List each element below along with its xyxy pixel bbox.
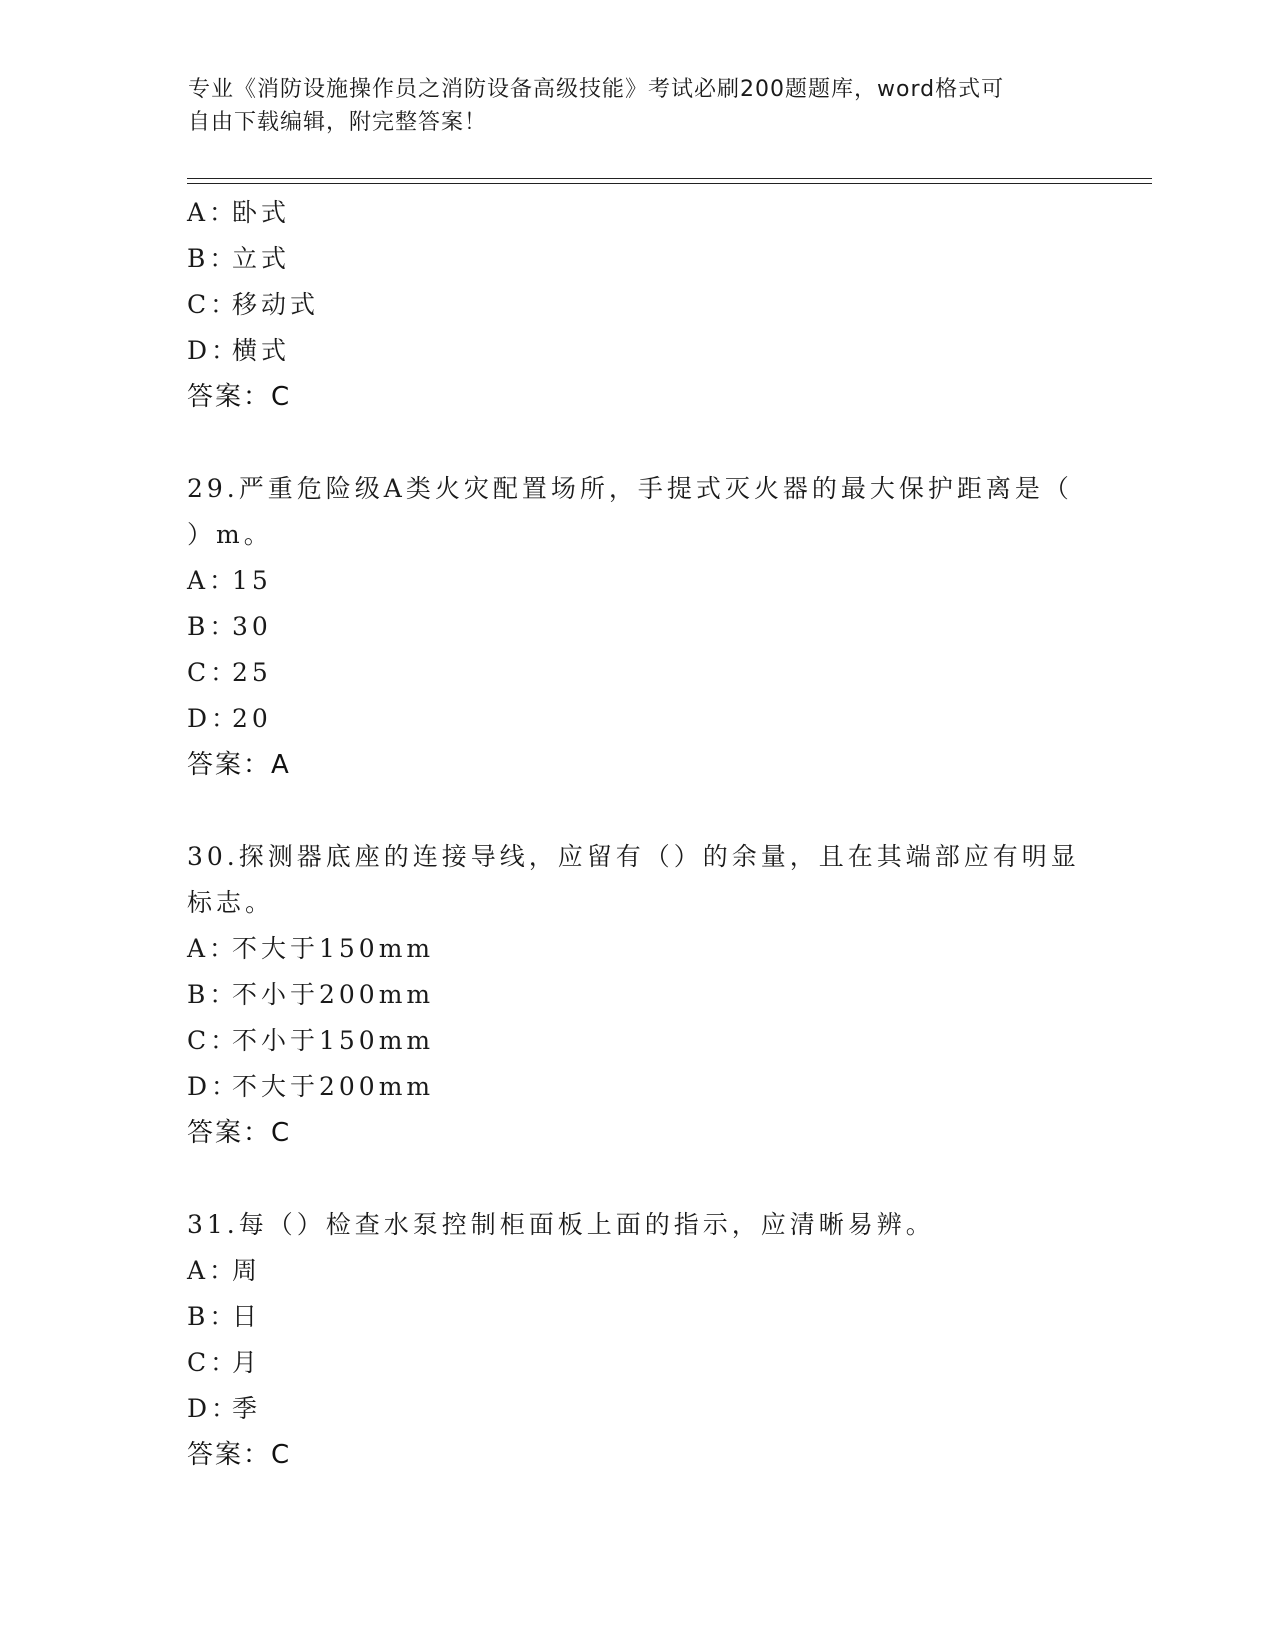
option-a (187, 558, 1087, 604)
header-line-1: 专业《消防设施操作员之消防设备高级技能》考试必刷200题题库，word格式可 (188, 77, 1005, 102)
option-letter: B： (187, 244, 239, 273)
question-31 (187, 1202, 1087, 1478)
option-d (187, 1064, 1087, 1110)
option-text: 不小于150mm (232, 1026, 435, 1055)
document-header (188, 73, 1068, 139)
option-letter: B： (187, 980, 239, 1009)
option-b (187, 604, 1087, 650)
option-letter: A： (187, 566, 239, 595)
question-stem-continued: ）m。 (187, 520, 273, 549)
question-stem: 30.探测器底座的连接导线，应留有（）的余量，且在其端部应有明显 (187, 842, 1080, 871)
question-list (187, 190, 1087, 1478)
question-28-continued (187, 190, 1087, 420)
option-text: 25 (232, 658, 272, 687)
option-letter: A： (187, 198, 239, 227)
option-d (187, 696, 1087, 742)
header-line-2: 自由下载编辑，附完整答案！ (188, 110, 488, 135)
answer-line: 答案：C (187, 1118, 292, 1148)
option-letter: C： (187, 1026, 240, 1055)
option-c (187, 650, 1087, 696)
option-text: 15 (232, 566, 272, 595)
option-text: 不大于200mm (232, 1072, 435, 1101)
header-divider-thin (187, 183, 1152, 184)
option-c (187, 1340, 1087, 1386)
option-b (187, 1294, 1087, 1340)
question-29 (187, 466, 1087, 788)
option-text: 立式 (232, 244, 291, 273)
option-text: 季 (232, 1394, 262, 1423)
option-text: 卧式 (232, 198, 291, 227)
option-text: 不大于150mm (232, 934, 435, 963)
option-text: 月 (232, 1348, 262, 1377)
option-text: 不小于200mm (232, 980, 435, 1009)
option-c (187, 282, 1087, 328)
option-letter: D： (187, 1072, 241, 1101)
option-text: 20 (232, 704, 272, 733)
option-c (187, 1018, 1087, 1064)
option-letter: D： (187, 704, 241, 733)
option-a (187, 926, 1087, 972)
answer-line: 答案：C (187, 1440, 292, 1470)
header-divider-thick (187, 178, 1152, 179)
option-letter: C： (187, 1348, 240, 1377)
option-letter: D： (187, 1394, 241, 1423)
option-a (187, 1248, 1087, 1294)
option-text: 日 (232, 1302, 262, 1331)
option-text: 周 (232, 1256, 262, 1285)
option-d (187, 328, 1087, 374)
option-letter: B： (187, 612, 239, 641)
option-text: 横式 (232, 336, 291, 365)
option-letter: A： (187, 934, 239, 963)
option-letter: C： (187, 290, 240, 319)
option-a (187, 190, 1087, 236)
option-d (187, 1386, 1087, 1432)
option-letter: B： (187, 1302, 239, 1331)
option-letter: D： (187, 336, 241, 365)
option-b (187, 972, 1087, 1018)
option-text: 30 (232, 612, 272, 641)
question-stem: 29.严重危险级A类火灾配置场所，手提式灭火器的最大保护距离是（ (187, 474, 1073, 503)
question-30 (187, 834, 1087, 1156)
option-letter: A： (187, 1256, 239, 1285)
option-letter: C： (187, 658, 240, 687)
question-stem-continued: 标志。 (187, 888, 275, 917)
option-text: 移动式 (232, 290, 320, 319)
question-stem: 31.每（）检查水泵控制柜面板上面的指示，应清晰易辨。 (187, 1210, 935, 1239)
answer-line: 答案：A (187, 750, 291, 780)
answer-line: 答案：C (187, 382, 292, 412)
option-b (187, 236, 1087, 282)
